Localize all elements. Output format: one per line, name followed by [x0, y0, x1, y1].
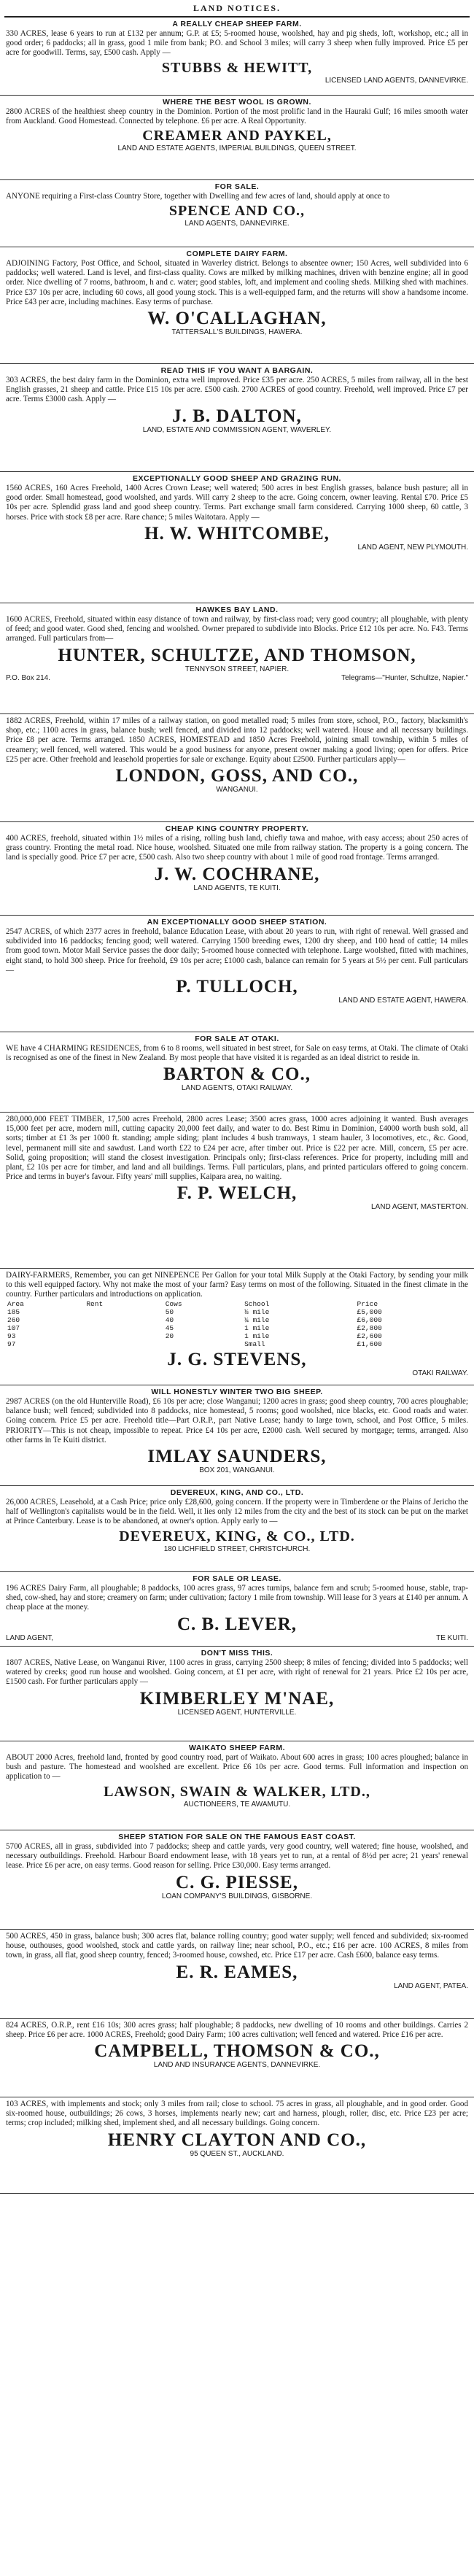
advertisement	[0, 1572, 474, 1647]
table-row	[6, 1308, 468, 1316]
advertiser-detail-left: P.O. Box 214.	[6, 673, 50, 682]
table-cell: £6,000	[357, 1315, 382, 1324]
ad-body: ABOUT 2000 Acres, freehold land, fronted by good country road, part of Waikato. About 600 acres in grass; 100 acres ploughed; balance in bush and pasture. The homestead and woolshed are excellent. Price £6 10s per acre. Good terms. Full information and inspection on application to —	[6, 1753, 468, 1782]
advertiser-name: C. B. LEVER,	[176, 1614, 298, 1634]
ad-body: 2547 ACRES, of which 2377 acres in freehold, balance Education Lease, with about 20 years to run, with right of renewal. Well grassed and subdivided into 16 paddocks; fencing good; well watered. Carrying 1500 breeding ewes, 1200 dry sheep, and 100 head of cattle; 14 miles from good town. Motor Mail Service passes the door daily; 5-roomed house connected with telephone. Large woolshed, fitted with machines, eight stand, to hold 300 sheep. Price for freehold, £9 10s per acre; £1000 cash, balance can remain for 5 years at 5½ per cent. Full particulars—	[6, 927, 468, 975]
table-cell: School	[244, 1299, 270, 1308]
table-cell: ¼ mile	[244, 1315, 270, 1324]
advertiser-address: LAND AGENTS, OTAKI RAILWAY.	[181, 1084, 293, 1093]
ad-title: COMPLETE DAIRY FARM.	[186, 250, 288, 258]
ad-title: CHEAP KING COUNTRY PROPERTY.	[165, 824, 309, 833]
advertisement	[0, 1113, 474, 1269]
table-row	[6, 1340, 468, 1348]
table-cell	[164, 1340, 243, 1348]
ad-body: 2987 ACRES (on the old Hunterville Road), £6 10s per acre; close Wanganui; 1200 acres in grass; good sheep country, 700 acres ploughable; balance bush; well fenced; subdivided into 8 paddocks, nice homestead, 5 rooms; good woolshed, nice blacks, etc. Good roads and water. Going concern. Price £5 per acre. Freehold title—Part O.R.P., part Native Lease; handy to large town, school, and Post Office, 5 miles. PRIORITY—This is not cheap, impossible to repeat. Price £4 10s per acre, £2000 cash. Well secured by mortgage; terms, arranged. Also other farms in Te Kuiti district.	[6, 1397, 468, 1444]
ad-title: FOR SALE AT OTAKI.	[195, 1034, 279, 1043]
advertisement	[0, 180, 474, 247]
advertisement	[0, 1269, 474, 1385]
advertiser-address: LAND, ESTATE AND COMMISSION AGENT, WAVERLEY.	[142, 425, 332, 434]
ad-title: FOR SALE OR LEASE.	[193, 1574, 281, 1583]
advertiser-name: CAMPBELL, THOMSON & CO.,	[94, 2041, 380, 2062]
advertisements	[0, 18, 474, 2194]
advertiser-name: STUBBS & HEWITT,	[161, 59, 313, 76]
ad-body: 400 ACRES, freehold, situated within 1½ miles of a rising, rolling bush land, chiefly tawa and mahoe, with easy access; about 250 acres of grass country. Fronting the metal road. Nice house, woolshed. Situated one mile from railway station. The property is a going concern. The land is specially good. Price £7 per acre, £500 cash. Also two sheep country with about 1 mile of good road frontage. Terms arranged.	[6, 834, 468, 862]
advertiser-name: J. B. DALTON,	[172, 406, 302, 426]
advertiser-address: LICENSED AGENT, HUNTERVILLE.	[177, 1708, 297, 1717]
advertiser-name: F. P. WELCH,	[176, 1183, 298, 1204]
advertiser-details	[6, 674, 468, 683]
table-row	[6, 1324, 468, 1332]
advertisement	[0, 1741, 474, 1830]
advertiser-address: LAND AND INSURANCE AGENTS, DANNEVIRKE.	[153, 2061, 321, 2070]
advertiser-name: CREAMER AND PAYKEL,	[142, 128, 332, 144]
table-cell: 260	[7, 1315, 20, 1324]
advertiser-detail-left: LAND AGENT,	[6, 1633, 54, 1642]
ad-title: SHEEP STATION FOR SALE ON THE FAMOUS EAST COAST.	[118, 1833, 356, 1841]
farm-list-table	[6, 1300, 468, 1348]
advertiser-name: J. W. COCHRANE,	[154, 864, 320, 884]
table-cell: Area	[7, 1299, 24, 1308]
advertiser-address: LAND AGENTS, TE KUITI.	[193, 883, 281, 892]
advertiser-detail-right: LICENSED LAND AGENTS, DANNEVIRKE.	[325, 76, 468, 85]
table-cell: Cows	[165, 1299, 182, 1308]
table-cell: 40	[165, 1315, 174, 1324]
ad-title: READ THIS IF YOU WANT A BARGAIN.	[160, 366, 314, 375]
section-header: LAND NOTICES.	[4, 1, 470, 18]
table-cell: 97	[7, 1339, 16, 1348]
table-cell: 45	[165, 1323, 174, 1332]
advertisement	[0, 603, 474, 714]
table-row	[6, 1316, 468, 1324]
ad-title: DON'T MISS THIS.	[201, 1649, 273, 1658]
table-cell: 1 mile	[244, 1331, 270, 1340]
table-row	[6, 1300, 468, 1308]
advertiser-detail-right: LAND AGENT, PATEA.	[394, 1981, 468, 1990]
ad-body: 5700 ACRES, all in grass, subdivided into 7 paddocks; sheep and cattle yards, very good country, well watered; fine house, woolshed, and necessary outbuildings. Freehold. Harbour Board endowment lease, with 18 years yet to run, at a rental of 8½d per acre; 21 years' renewal lease. Price £6 per acre, on easy terms. Good reason for selling. Price £30,000. Easy terms arranged.	[6, 1842, 468, 1871]
table-cell	[85, 1324, 163, 1332]
table-cell: Small	[244, 1339, 265, 1348]
advertiser-name: KIMBERLEY M'NAE,	[139, 1688, 335, 1709]
ad-body: WE have 4 CHARMING RESIDENCES, from 6 to 8 rooms, well situated in best street, for Sale on easy terms, at Otaki. The climate of Otaki is recognised as one of the finest in New Zealand. By most people that have visited it is regarded as an ideal district to reside in.	[6, 1044, 468, 1063]
table-cell: Price	[357, 1299, 378, 1308]
table-cell	[85, 1316, 163, 1324]
ad-body: 330 ACRES, lease 6 years to run at £132 per annum; G.P. at £5; 5-roomed house, woolshed, hay and pig sheds, loft, workshop, etc.; all in good order; 6 paddocks; all in grass, good 1 mile from bank; P.O. and School 3 miles; will carry 3 sheep when fully improved. Price £5 per acre for goodwill. Terms, say, £500 cash. Apply —	[6, 29, 468, 58]
advertisement	[0, 472, 474, 603]
table-cell	[85, 1340, 163, 1348]
table-cell	[85, 1332, 163, 1340]
advertisement	[0, 1930, 474, 2019]
advertiser-details	[6, 1203, 468, 1212]
ad-title: WHERE THE BEST WOOL IS GROWN.	[163, 98, 311, 107]
advertiser-name: C. G. PIESSE,	[176, 1872, 298, 1892]
advertiser-details	[6, 1369, 468, 1378]
advertiser-name: IMLAY SAUNDERS,	[147, 1447, 327, 1467]
ad-body: 1807 ACRES, Native Lease, on Wanganui River, 1100 acres in grass, carrying 2500 sheep; 8 miles of fencing; divided into 5 paddocks; well watered by creeks; good run house and woolshed. Going concern, at £1 per acre, with right of renewal for 21 years. Price £2 10s per acre, £1500 cash. For further particulars apply —	[6, 1658, 468, 1687]
advertiser-address: TATTERSALL'S BUILDINGS, HAWERA.	[171, 328, 303, 337]
advertiser-details	[6, 997, 468, 1005]
advertiser-detail-right: Telegrams—"Hunter, Schultze, Napier."	[341, 673, 468, 682]
advertisement	[0, 1830, 474, 1930]
table-cell	[85, 1308, 163, 1316]
advertiser-details	[6, 1634, 468, 1643]
ad-body: ADJOINING Factory, Post Office, and School, situated in Waverley district. Belongs to absentee owner; 150 Acres, well subdivided into 6 paddocks; well watered. Land is level, and first-class quality. Cows are milked by milking machines, driven with benzine engine; all in good order. Nice dwelling of 7 rooms, bathroom, h and c. water; good stables, loft, and implement and cooling sheds. Milking shed with machines. Price £37 10s per acre, including 60 cows, all good young stock. This is a well-equipped farm, and the returns will show a handsome income. Price £43 per acre, including machines. Easy terms of purchase.	[6, 259, 468, 306]
advertiser-address: 95 QUEEN ST., AUCKLAND.	[190, 2149, 284, 2158]
ad-title: WILL HONESTLY WINTER TWO BIG SHEEP.	[151, 1388, 323, 1396]
table-cell: £2,800	[357, 1323, 382, 1332]
advertiser-name: BARTON & CO.,	[163, 1064, 311, 1085]
advertiser-name: HUNTER, SCHULTZE, AND THOMSON,	[58, 645, 416, 665]
advertisement	[0, 2097, 474, 2194]
table-cell: 20	[165, 1331, 174, 1340]
advertisement	[0, 364, 474, 472]
table-cell: 50	[165, 1307, 174, 1316]
advertisement	[0, 96, 474, 180]
advertisement	[0, 2019, 474, 2097]
advertisement	[0, 1486, 474, 1572]
advertiser-address: TENNYSON STREET, NAPIER.	[184, 665, 290, 673]
advertisement	[0, 916, 474, 1032]
advertiser-name: SPENCE AND CO.,	[168, 203, 306, 220]
ad-title: FOR SALE.	[214, 182, 260, 191]
ad-body: 196 ACRES Dairy Farm, all ploughable; 8 paddocks, 100 acres grass, 97 acres turnips, balance fern and scrub; 5-roomed house, stable, trap-shed, cow-shed, hay and store; creamery on farm; under cultivation; factory 1 mile from township. Will lease for 3 years at £140 per annum. A cheap place at the money.	[6, 1584, 468, 1612]
advertiser-address: LAND AND ESTATE AGENTS, IMPERIAL BUILDINGS, QUEEN STREET.	[117, 144, 357, 153]
ad-title: DEVEREUX, KING, AND CO., LTD.	[170, 1488, 304, 1497]
ad-body: DAIRY-FARMERS, Remember, you can get NINEPENCE Per Gallon for your total Milk Supply at the Otaki Factory, by sending your milk to this well equipped factory. Why not make the most of your farm? Easy terms on most of the following. Situated in the finest climate in the country. Further particulars and introductions on application.	[6, 1271, 468, 1299]
ad-body: 280,000,000 FEET TIMBER, 17,500 acres Freehold, 2800 acres Lease; 3500 acres grass, 1000 acres adjoining it wanted. Bush averages 15,000 feet per acre, modern mill, cutting capacity 20,000 feet daily, and water to do. Best Rimu in Dominion, £4000 worth bush sold, all sorts; timber at £1 3s per 1000 ft. standing; ample siding; plant includes 4 bush tramways, 1 steam hauler, 3 locomotives, etc., &c. Good, level, permanent mill site and sawdust. Land worth £22 to £24 per acre, after timber out. Price is £22 per acre. Mill, concern, £5 per acre. Solid, going proposition; will stand the closest investigation. Principals only; first-class references. Price for property, including mill and plant, £2 10s per acre for timber, and land and all buildings. Terms. Full particulars, plans, and printed particulars offered to going concern. Price and terms in buyer's favour. Fifty years' mill supplies, Kaipara area, no waiting.	[6, 1115, 468, 1182]
advertiser-address: AUCTIONEERS, TE AWAMUTU.	[183, 1800, 291, 1809]
advertisement	[0, 18, 474, 96]
ad-body: 103 ACRES, with implements and stock; only 3 miles from rail; close to school. 75 acres in grass, all ploughable, and in good order. Good six-roomed house, outbuildings; 26 cows, 3 horses, implements nearly new; cart and harness, plough, roller, disc, etc. Price £23 per acre; terms; crop included; milking shed, implement shed, and all necessary buildings. Going concern.	[6, 2100, 468, 2128]
ad-body: 1600 ACRES, Freehold, situated within easy distance of town and railway, by first-class road; very good country; all ploughable, with plenty of feed; and good water. Good shed, fencing and woolshed. Owner prepared to subdivide into Blocks. Price £12 10s per acre. No. F43. Terms arranged. Full particulars from—	[6, 615, 468, 643]
table-cell: 93	[7, 1331, 16, 1340]
advertiser-details	[6, 77, 468, 85]
table-cell: 107	[7, 1323, 20, 1332]
advertiser-detail-right: LAND AGENT, MASTERTON.	[371, 1203, 468, 1212]
table-cell: 1 mile	[244, 1323, 270, 1332]
advertiser-name: H. W. WHITCOMBE,	[144, 523, 330, 544]
advertiser-details	[6, 1982, 468, 1991]
advertiser-name: HENRY CLAYTON AND CO.,	[107, 2130, 367, 2150]
ad-body: 824 ACRES, O.R.P., rent £16 10s; 300 acres grass; half ploughable; 8 paddocks, new dwelling of 10 rooms and other buildings. Carries 2 sheep. Price £6 per acre. 1000 ACRES, Freehold; good Dairy Farm; 100 acres cultivation; well fenced and watered. Price £16 per acre.	[6, 2021, 468, 2040]
advertiser-detail-right: LAND AGENT, NEW PLYMOUTH.	[357, 543, 468, 552]
advertisement	[0, 714, 474, 822]
table-cell: ½ mile	[244, 1307, 270, 1316]
advertiser-name: DEVEREUX, KING, & CO., LTD.	[119, 1528, 355, 1544]
ad-body: 2800 ACRES of the healthiest sheep country in the Dominion. Portion of the most prolific land in the Hauraki Gulf; 16 miles smooth water from Auckland. Good Homestead. Connected by telephone. £6 per acre. A Real Opportunity.	[6, 107, 468, 126]
advertiser-name: P. TULLOCH,	[176, 977, 298, 997]
advertiser-detail-right: TE KUITI.	[436, 1633, 468, 1642]
advertisement	[0, 1385, 474, 1486]
ad-body: 1560 ACRES, 160 Acres Freehold, 1400 Acres Crown Lease; well watered; 500 acres in best English grasses, balance bush pasture; all in good order. Small homestead, good woolshed, and yards. Will carry 2 sheep to the acre. Going concern, owner leaving. Rental £70. Price £5 10s per acre. Splendid grass land and good sheep country. Terms. Part exchange small farm considered. Carrying 1000 sheep, 60 cattle, 3 horses. Price with stock £8 per acre. Rare chance; 5 miles Waitotara. Apply —	[6, 484, 468, 522]
ad-body: 1882 ACRES, Freehold, within 17 miles of a railway station, on good metalled road; 5 miles from store, school, P.O., factory, blacksmith's shop, etc.; 1100 acres in grass, balance bush; well fenced, and divided into 12 paddocks; well watered. House and all necessary buildings. Price £8 per acre. Terms arranged. 1850 ACRES, HOMESTEAD and 1850 Acres Freehold, joining small township, within 5 miles of creamery; well fenced, well watered. This would be a good business for anyone, present owner making a good living; open for offers. Price £25 per acre. Other freehold and leasehold properties for sale or exchange. Equity about £2500. Further particulars apply—	[6, 716, 468, 764]
advertisement	[0, 1032, 474, 1113]
ad-title: A REALLY CHEAP SHEEP FARM.	[172, 20, 302, 28]
table-cell: £1,600	[357, 1339, 382, 1348]
advertiser-detail-right: LAND AND ESTATE AGENT, HAWERA.	[338, 997, 468, 1005]
advertiser-address: BOX 201, WANGANUI.	[199, 1466, 275, 1475]
table-cell: 185	[7, 1307, 20, 1316]
advertiser-detail-right: OTAKI RAILWAY.	[412, 1369, 468, 1377]
table-cell: Rent	[86, 1299, 104, 1308]
advertiser-address: LOAN COMPANY'S BUILDINGS, GISBORNE.	[161, 1892, 313, 1900]
ad-body: 500 ACRES, 450 in grass, balance bush; 300 acres flat, balance rolling country; good water supply; well fenced and subdivided; six-roomed house, outhouses, good woolshed, stock and cattle yards, on railway line; near school, P.O., etc.; £16 per acre. 100 ACRES, 8 miles from town, in grass, all flat, good sheep country, fenced; 3-roomed house, cowshed, etc. Price £17 per acre. Cash £600, balance easy terms.	[6, 1932, 468, 1960]
advertiser-name: W. O'CALLAGHAN,	[147, 309, 327, 329]
table-row	[6, 1332, 468, 1340]
advertisement	[0, 1647, 474, 1741]
advertiser-address: LAND AGENTS, DANNEVIRKE.	[184, 220, 290, 228]
ad-body: ANYONE requiring a First-class Country Store, together with Dwelling and few acres of land, should apply at once to	[6, 192, 390, 201]
advertiser-name: E. R. EAMES,	[176, 1962, 298, 1982]
table-cell: £2,600	[357, 1331, 382, 1340]
advertiser-name: J. G. STEVENS,	[167, 1349, 307, 1369]
ad-title: HAWKES BAY LAND.	[195, 606, 279, 614]
advertisement	[0, 247, 474, 364]
advertisement	[0, 822, 474, 916]
ad-body: 303 ACRES, the best dairy farm in the Dominion, extra well improved. Price £35 per acre. 250 ACRES, 5 miles from railway, all in the best English grasses, 21 sheep and cattle. Price £15 10s per acre. £500 cash. 2700 ACRES of good country. Freehold, well improved. Price £7 per acre. Terms £3000 cash. Apply —	[6, 376, 468, 404]
advertiser-name: LONDON, GOSS, AND CO.,	[115, 766, 359, 786]
advertiser-name: LAWSON, SWAIN & WALKER, LTD.,	[104, 1783, 370, 1800]
table-cell: £5,000	[357, 1307, 382, 1316]
advertiser-address: WANGANUI.	[216, 786, 258, 794]
ad-title: EXCEPTIONALLY GOOD SHEEP AND GRAZING RUN.	[133, 474, 341, 483]
advertiser-address: 180 LICHFIELD STREET, CHRISTCHURCH.	[163, 1544, 311, 1553]
ad-title: WAIKATO SHEEP FARM.	[188, 1744, 285, 1752]
ad-body: 26,000 ACRES, Leasehold, at a Cash Price; price only £28,600, going concern. If the property were in Timberdene or the Plains of Jericho the half of Wellington's capitalists would be in the field. Well, it lies only 12 miles from the city and the best of its stock can be put on the market at Prince Canterbury. Lease is to be abandoned, at owner's option. Apply early to —	[6, 1498, 468, 1526]
advertiser-details	[6, 544, 468, 552]
ad-title: AN EXCEPTIONALLY GOOD SHEEP STATION.	[147, 918, 327, 927]
